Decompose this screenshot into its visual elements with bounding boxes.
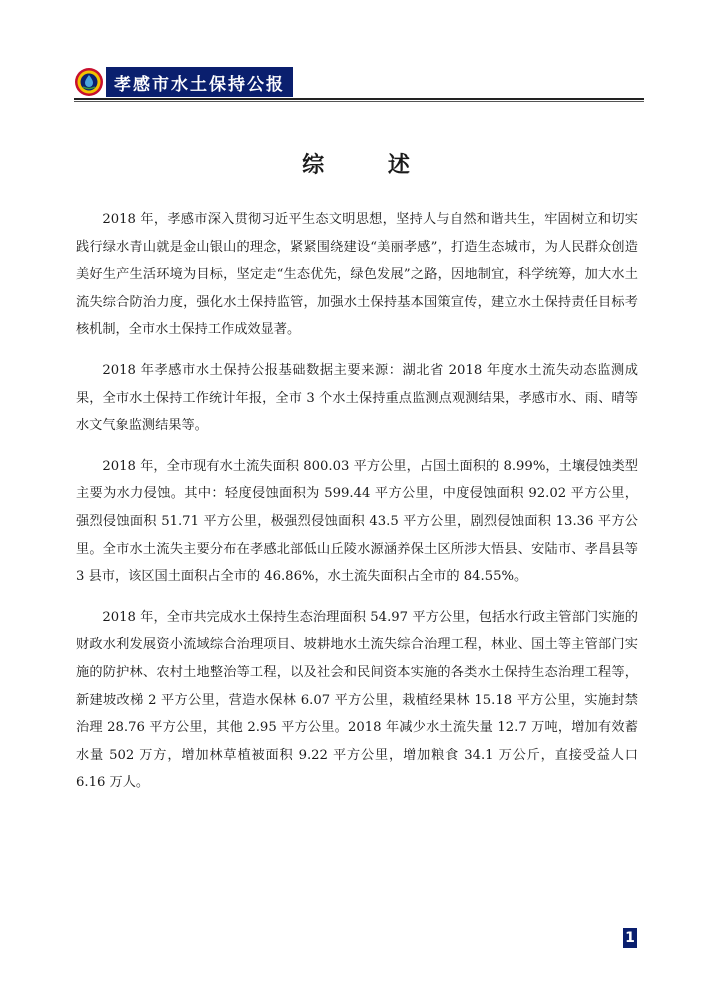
paragraph-overview: 2018 年，孝感市深入贯彻习近平生态文明思想，坚持人与自然和谐共生，牢固树立和切实践行绿水青山就是金山银山的理念，紧紧围绕建设“美丽孝感”，打造生态城市，为人民群众创造美好生产生活环境为目标，坚定走“生态优先，绿色发展”之路，因地制宜，科学统筹，加大水土流失综合防治力度，强化水土保持监管，加强水土保持基本国策宣传，建立水土保持责任目标考核机制，全市水土保持工作成效显著。 [76,212,638,338]
section-title: 综 述 [302,153,438,178]
paragraph-erosion-status: 2018 年，全市现有水土流失面积 800.03 平方公里，占国土面积的 8.99%，土壤侵蚀类型主要为水力侵蚀。其中：轻度侵蚀面积为 599.44 平方公里，中度侵蚀面积 92.02 平方公里，强烈侵蚀面积 51.71 平方公里，极强烈侵蚀面积 43.5 平方公里，剧烈侵蚀面积 13.36 平方公里。全市水土流失主要分布在孝感北部低山丘陵水源涵养保土区所涉大悟县、安陆市、孝昌县等 3 县市，该区国土面积占全市的 46.86%，水土流失面积占全市的 84.55%。 [76,458,638,585]
paragraph-treatment: 2018 年，全市共完成水土保持生态治理面积 54.97 平方公里，包括水行政主管部门实施的财政水利发展资小流域综合治理项目、坡耕地水土流失综合治理工程，林业、国土等主管部门实施的防护林、农村土地整治等工程，以及社会和民间资本实施的各类水土保持生态治理工程等，新建坡改梯 2 平方公里，营造水保林 6.07 平方公里，栽植经果林 15.18 平方公里，实施封禁治理 28.76 平方公里，其他 2.95 平方公里。2018 年减少水土流失量 12.7 万吨，增加有效蓄水量 502 万方，增加林草植被面积 9.22 平方公里，增加粮食 34.1 万公斤，直接受益人口 6.16 万人。 [76,609,638,791]
header-divider [74,98,644,100]
body-content [76,206,638,810]
report-title: 孝感市水土保持公报 [106,67,293,97]
paragraph-data-sources: 2018 年孝感市水土保持公报基础数据主要来源：湖北省 2018 年度水土流失动态监测成果，全市水土保持工作统计年报，全市 3 个水土保持重点监测点观测结果，孝感市水、雨、晴等水文气象监测结果等。 [76,362,638,434]
header-divider-thin [74,101,644,102]
report-header [74,66,293,98]
page-number: 1 [623,928,637,948]
water-conservation-emblem-icon [74,67,104,97]
